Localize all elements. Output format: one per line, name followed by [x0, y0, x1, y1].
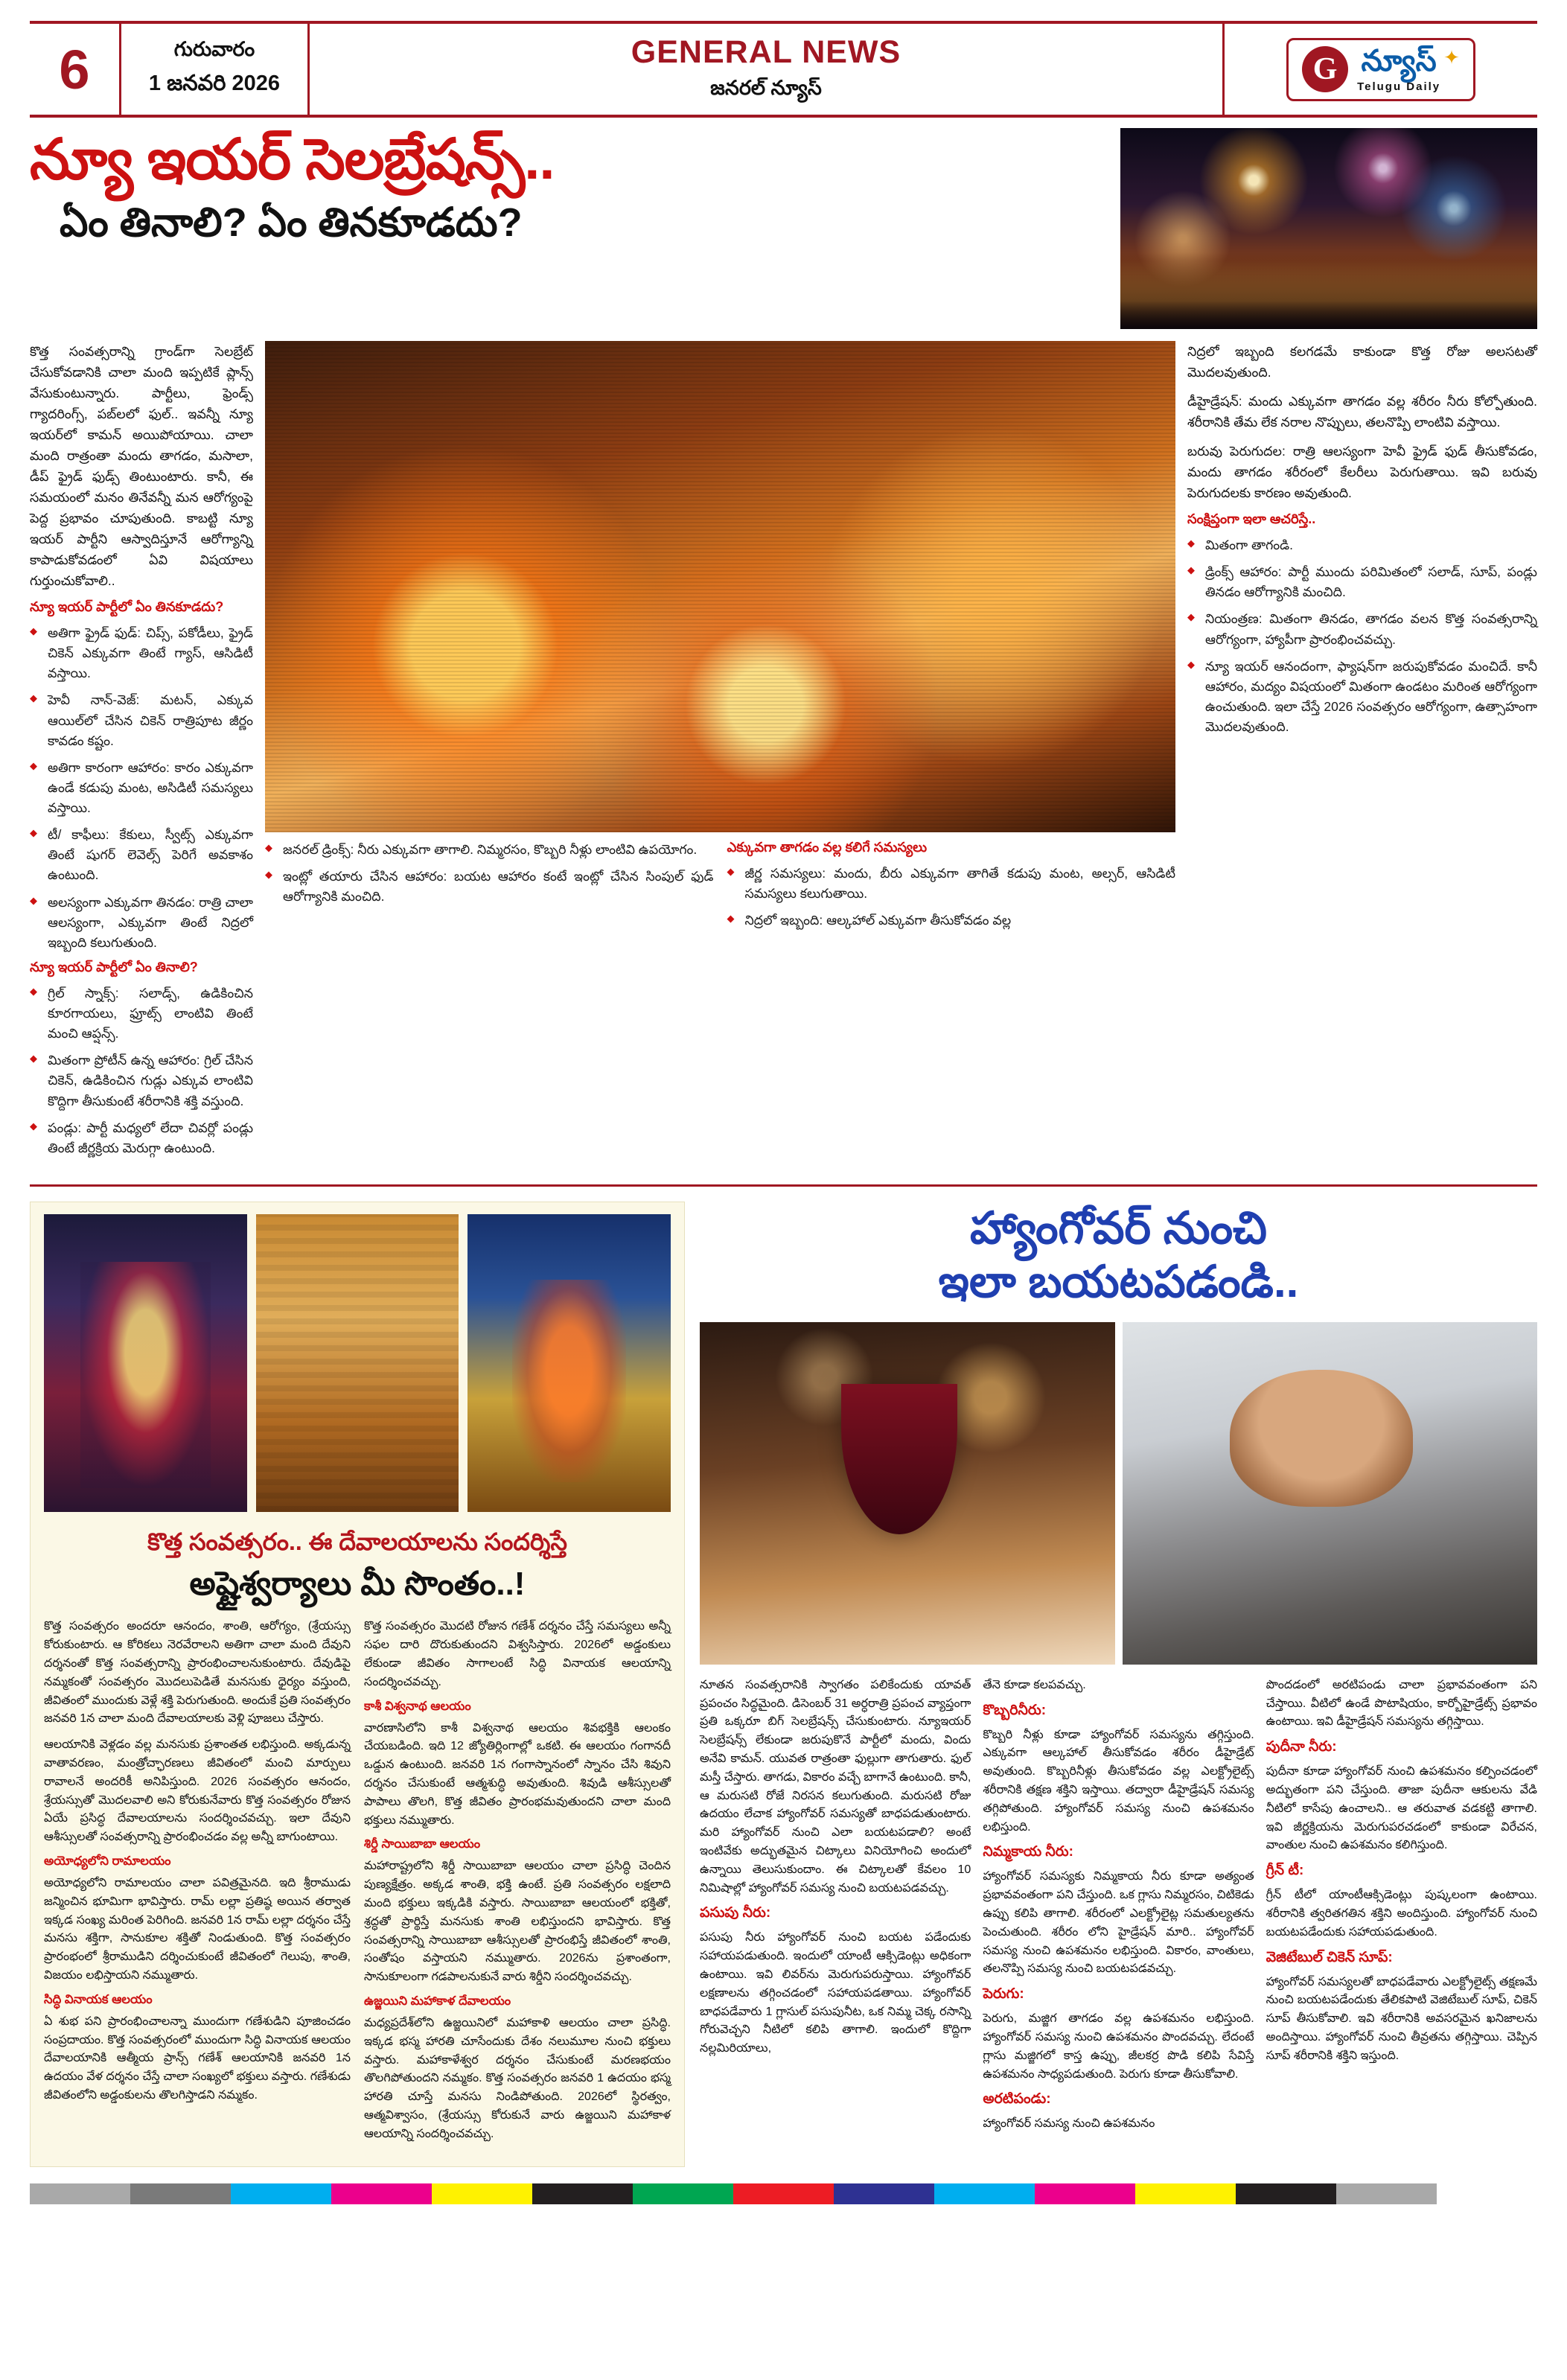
- temple-columns: [44, 1618, 671, 2151]
- intro-paragraph: కొత్త సంవత్సరాన్ని గ్రాండ్‌గా సెలబ్రేట్ చేసుకోవడానికి చాలా మంది ఇప్పటికే ప్లాన్స్ వేసుకుంటున్నారు. పార్టీలు, ఫ్రెండ్స్ గ్యాదరింగ్స్, పబ్‌లలో ఫుల్.. ఇవన్నీ న్యూ ఇయర్‌లో కామన్ అయిపోయాయి. చాలా మంది రాత్రంతా మందు తాగడం, మసాలా, డీప్ ఫ్రైడ్ ఫుడ్స్ తింటుంటారు. కానీ, ఈ సమయంలో మనం తినేవన్నీ మన ఆరోగ్యంపై పెద్ద ప్రభావం చూపుతుంది. కాబట్టి న్యూ ఇయర్ పార్టీని ఆస్వాదిస్తూనే ఆరోగ్యాన్ని కాపాడుకోవడంలో ఏవి విషయాలు గుర్తుంచుకోవాలి..: [30, 344, 253, 588]
- subhead-shirdi: శిర్డీ సాయిబాబా ఆలయం: [364, 1837, 481, 1851]
- subhead-banana: అరటిపండు:: [983, 2091, 1051, 2108]
- section-divider: [30, 1184, 1537, 1187]
- paragraph: మధ్యప్రదేశ్‌లోని ఉజ్జయినిలో మహాకాళి ఆలయం చాలా ప్రసిద్ధి. ఇక్కడ భస్మ హారతి చూసేందుకు దేశం నలుమూల నుంచి భక్తులు వస్తారు. మహాకాళేశ్వర దర్శనం చేసుకుంటే మరణభయం తొలగిపోతుందని నమ్మకం. కొత్త సంవత్సరం జనవరి 1 ఉదయం భస్మ హారతి చూస్తే మనసు నిండిపోతుంది. 2026లో స్థిరత్వం, ఆత్మవిశ్వాసం, (శ్రేయస్సు కోరుకునే వారు ఉజ్జయిని మహాకాళ ఆలయాన్ని సందర్శించవచ్చు.: [364, 2017, 671, 2140]
- logo-letter-icon: G: [1302, 46, 1348, 92]
- right-paragraph: నిద్రలో ఇబ్బంది కలగడమే కాకుండా కొత్త రోజు అలసటతో మొదలవుతుంది.: [1187, 344, 1537, 380]
- color-swatch: [1336, 2183, 1437, 2204]
- list-item: ◆ ఇంట్లో తయారు చేసిన ఆహారం: బయట ఆహారం కంటే ఇంట్లో చేసిన సింపుల్ ఫుడ్ ఆరోగ్యానికి మంచిది.: [265, 867, 714, 907]
- paragraph: హ్యాంగోవర్ సమస్య నుంచి ఉపశమనం: [983, 2117, 1155, 2131]
- hangover-headline-line2: ఇలా బయటపడండి..: [938, 1256, 1299, 1307]
- subhead-avoid: న్యూ ఇయర్ పార్టీలో ఏం తినకూడదు?: [30, 599, 224, 614]
- subhead-lemon-water: నిమ్మకాయ నీరు:: [983, 1844, 1073, 1860]
- section-title-block: [310, 24, 1225, 115]
- subhead-eat: న్యూ ఇయర్ పార్టీలో ఏం తినాలి?: [30, 959, 198, 974]
- section-title-english: GENERAL NEWS: [631, 34, 901, 70]
- paragraph: తేనె కూడా కలపవచ్చు.: [983, 1678, 1086, 1691]
- subhead-vegetable-chicken-soup: వెజిటేబుల్ చికెన్ సూప్:: [1266, 1949, 1393, 1965]
- headline-primary: న్యూ ఇయర్ సెలబ్రేషన్స్..: [30, 128, 555, 191]
- subhead-mint-water: పుదీనా నీరు:: [1266, 1739, 1337, 1755]
- list-item: ◆ హెవీ నాన్‌-వెజ్: మటన్, ఎక్కువ ఆయిల్‌లో చేసిన చికెన్ రాత్రిపూట జీర్ణం కావడం కష్టం.: [30, 690, 253, 750]
- paragraph: ఆలయానికి వెళ్లడం వల్ల మనసుకు ప్రశాంతత లభిస్తుంది. అక్కడున్న వాతావరణం, మంత్రోచ్ఛారణలు జీవితంలో మంచి మార్పులు రావాలనే అందరికీ అనిపిస్తుంది. 2026 సంవత్సరం ఆనందం, శ్రేయస్సుతో మొదలవాలి అని కోరుకునేవారు కొత్త సంవత్సరం రోజున ఏయే ప్రసిద్ధ దేవాలయాలను సందర్శించవచ్చు. ఇలా దేవుని ఆశీస్సులతో సంవత్సరాన్ని ప్రారంభించడం వల్ల అన్నీ బాగుంటాయి.: [44, 1738, 351, 1844]
- color-swatch: [231, 2183, 331, 2204]
- color-swatch: [1035, 2183, 1135, 2204]
- color-swatch: [1437, 2183, 1537, 2204]
- bottom-section: [30, 1202, 1537, 2167]
- logo-text: [1357, 46, 1440, 93]
- party-photo: [265, 341, 1175, 832]
- paragraph: పసుపు నీరు హ్యాంగోవర్ నుంచి బయట పడేందుకు సహాయపడుతుంది. ఇందులో యాంటీ ఆక్సిడెంట్లు అధికంగా ఉంటాయి. ఇవి లివర్‌ను మెరుగుపరుస్తాయి. హ్యాంగోవర్ లక్షణాలను తగ్గించడంలో సహాయపడతాయి. హ్యాంగోవర్ బాధపడేవారు 1 గ్లాసుల్ పసుపునీట, ఒక నిమ్మ చెక్క రసాన్ని గోరువెచ్చని నీటిలో కలిపి తాగాలి. ఇందులో కొద్దిగా నల్లమిరియాలు,: [700, 1931, 971, 2055]
- color-swatch: [1236, 2183, 1336, 2204]
- color-swatch: [633, 2183, 733, 2204]
- top-story: [30, 128, 1537, 329]
- list-item: ◆ డ్రింక్స్ ఆహారం: పార్టీ ముందు పరిమితంలో సలాడ్, సూప్, పండ్లు తినడం ఆరోగ్యానికి మంచిది.: [1187, 562, 1537, 602]
- subhead-summary: సంక్షిప్తంగా ఇలా ఆచరిస్తే..: [1187, 511, 1316, 526]
- hangover-headline-line1: హ్యాంగోవర్ నుంచి: [970, 1202, 1267, 1253]
- date-block: [121, 24, 310, 115]
- temple-column-2: [364, 1618, 671, 2151]
- headache-man-photo: [1123, 1322, 1538, 1665]
- subhead-siddhivinayak: సిద్ధి వినాయక ఆలయం: [44, 1992, 153, 2006]
- subhead-drinking-problems: ఎక్కువగా తాగడం వల్ల కలిగే సమస్యలు: [727, 840, 928, 855]
- paragraph: గ్రీన్ టీలో యాంటీఆక్సిడెంట్లు పుష్కలంగా ఉంటాయి. శరీరానికి త్వరితగతిన శక్తిని అందిస్తుంది. హ్యాంగోవర్ నుంచి బయటపడేందుకు సహాయపడుతుంది.: [1266, 1889, 1537, 1939]
- list-item: ◆ గ్రిల్ స్నాక్స్: సలాడ్స్, ఉడికించిన కూరగాయలు, ఫ్రూట్స్ లాంటివి తింటే మంచి ఆప్షన్స్.: [30, 983, 253, 1044]
- temple-headline-kicker: కొత్త సంవత్సరం.. ఈ దేవాలయాలను సందర్శిస్తే: [147, 1528, 567, 1555]
- avoid-list: [30, 623, 253, 953]
- paragraph: కొత్త సంవత్సరం అందరూ ఆనందం, శాంతి, ఆరోగ్యం, (శ్రేయస్సు కోరుకుంటారు. ఆ కోరికలు నెరవేరాలని అతిగా చాలా మంది దేవుని దర్శనంతో కొత్త సంవత్సరాన్ని ప్రారంభించాలనుకుంటారు. దేవుడిపై నమ్మకంతో సంవత్సరం మొదలుపెడితే మనసుకు ధైర్యం వస్తుంది, జీవితంలో ముందుకు వెళ్లే శక్తి పెరుగుతుంది. అందుకే ప్రతి సంవత్సరం జనవరి 1న చాలా మంది దేవాలయాలకు వెళ్లి పూజలు చేస్తారు.: [44, 1620, 351, 1726]
- paragraph: కొబ్బరి నీళ్లు కూడా హ్యాంగోవర్ సమస్యను తగ్గిస్తుంది. ఎక్కువగా ఆల్కహాల్ తీసుకోవడం శరీరం డీహైడ్రేట్ అవుతుంది. కొబ్బరినీళ్లు తీసుకోవడం వల్ల ఎలక్ట్రోలైట్స్ శరీరానికి తక్షణ శక్తిని ఇస్తాయి. తద్వారా డీహైడ్రేషన్ సమస్య తగ్గిపోతుంది. హ్యాంగోవర్ సమస్య నుంచి ఉపశమనం లభిస్తుంది.: [983, 1728, 1254, 1834]
- paragraph: ఏ శుభ పని ప్రారంభించాలన్నా ముందుగా గణేశుడిని పూజించడం సంప్రదాయం. కొత్త సంవత్సరంలో ముందుగా సిద్ధి వినాయక ఆలయం దేవాలయానికి ఆత్మీయ ప్రాన్స్ గణేశ్ ఆలయానికి జనవరి 1న ఉదయం వేళ దర్శనం చేస్తే చాలా సంఖ్యలో భక్తులు వస్తారు. గణేశుడు జీవితంలోని అడ్డంకులను తొలగిస్తాడని నమ్మకం.: [44, 2014, 351, 2102]
- color-swatch: [834, 2183, 934, 2204]
- top-story-column-1: [30, 341, 253, 1165]
- logo-telugu-name: న్యూస్: [1361, 44, 1437, 77]
- subhead-kashi: కాశీ విశ్వనాథ ఆలయం: [364, 1699, 471, 1713]
- paragraph: కొత్త సంవత్సరం మొదటి రోజున గణేశ్ దర్శనం చేస్తే సమస్యలు అన్నీ సఫల దారి దొరుకుతుందని విశ్వసిస్తారు. 2026లో అడ్డంకులు లేకుండా జీవితం సాగాలంటే సిద్ధి వినాయక ఆలయాన్ని సందర్శించవచ్చు.: [364, 1620, 671, 1688]
- section-title-telugu: జనరల్ న్యూస్: [710, 76, 822, 99]
- wine-glass-photo: [700, 1322, 1115, 1665]
- list-item: ◆ జీర్ణ సమస్యలు: మందు, బీరు ఎక్కువగా తాగితే కడుపు మంట, అల్సర్, ఆసిడిటీ సమస్యలు కలుగుతాయి.: [727, 864, 1176, 904]
- hangover-column-3: [1266, 1676, 1537, 2141]
- color-swatch: [130, 2183, 231, 2204]
- paragraph: మహారాష్ట్రలోని శిర్డీ సాయిబాబా ఆలయం చాలా ప్రసిద్ధి చెందిన పుణ్యక్షేత్రం. అక్కడ శాంతి, భక్తి ఉంటే. ప్రతి సంవత్సరం లక్షలాది మంది భక్తులు ఇక్కడికి వస్తారు. సాయిబాబా ఆలయంలో భక్తితో, శ్రద్ధతో ప్రార్థిస్తే మనసుకు శాంతి లభిస్తుందని భావిస్తారు. కొత్త సంవత్సరాన్ని సాయిబాబా ఆశీస్సులతో ప్రారంభిస్తే జీవితంలో శాంతి, సంతోషం వస్తాయని నమ్ముతారు. 2026ను ప్రశాంతంగా, సానుకూలంగా గడపాలనుకునే వారు శిర్డీని సందర్శించవచ్చు.: [364, 1860, 671, 1984]
- top-fireworks-photo-wrap: [1120, 128, 1537, 329]
- paragraph: పుదీనా కూడా హ్యాంగోవర్ నుంచి ఉపశమనం కల్పించడంలో అద్భుతంగా పని చేస్తుంది. తాజా పుదీనా ఆకులను వేడి నీటిలో కాసేపు ఉంచాలని.. ఆ తరువాత వడకట్టి తాగాలి. ఇవి జీర్ణక్రియను మెరుగుపరచడంలో కాకుండా విరేచన, వాంతుల నుంచి ఉపశమనం కలిగిస్తుంది.: [1266, 1765, 1537, 1852]
- list-item: ◆ జనరల్ డ్రింక్స్: నీరు ఎక్కువగా తాగాలి. నిమ్మరసం, కొబ్బరి నీళ్లు లాంటివి ఉపయోగం.: [265, 840, 714, 860]
- hangover-article: [700, 1202, 1537, 2167]
- list-item: ◆ న్యూ ఇయర్ ఆనందంగా, ఫ్యాషన్‌గా జరుపుకోవడం మంచిదే. కానీ ఆహారం, మద్యం విషయంలో మితంగా ఉండటం మరింత ఆరోగ్యంగా ఉంచుతుంది. ఇలా చేస్తే 2026 సంవత్సరం ఆరోగ్యంగా, ఉత్సాహంగా మొదలవుతుంది.: [1187, 657, 1537, 738]
- caption-left: [265, 840, 714, 937]
- right-paragraph: డీహైడ్రేషన్: మందు ఎక్కువగా తాగడం వల్ల శరీరం నీరు కోల్పోతుంది. శరీరానికి తేమ లేక నరాల నొప్పులు, తలనొప్పి లాంటివి వస్తాయి.: [1187, 394, 1537, 430]
- color-registration-bar: [30, 2183, 1537, 2204]
- photo-caption-row: [265, 840, 1175, 937]
- temple-article: [30, 1202, 685, 2167]
- color-swatch: [432, 2183, 532, 2204]
- color-swatch: [532, 2183, 633, 2204]
- paragraph: వారణాసిలోని కాశీ విశ్వనాథ ఆలయం శివభక్తికి ఆలంకం చేయబడింది. ఇది 12 జ్యోతిర్లింగాల్లో ఒకటి. ఈ ఆలయం గంగానదీ ఒడ్డున ఉంటుంది. జనవరి 1న గంగాస్నానంలో స్నానం చేసి శివుని దర్శనం చేసుకుంటే ఆత్మశుద్ధి అవుతుంది. శివుడి ఆశీస్సులతో పాపాలు తొలగి, కొత్త జీవితం ప్రారంభమవుతుందని చాలా మంది భక్తులు నమ్ముతారు.: [364, 1721, 671, 1827]
- publication-logo: [1225, 24, 1537, 115]
- list-item: ◆ అతిగా కారంగా ఆహారం: కారం ఎక్కువగా ఉండే కడుపు మంట, అసిడిటీ సమస్యలు వస్తాయి.: [30, 758, 253, 818]
- subhead-green-tea: గ్రీన్ టీ:: [1266, 1863, 1304, 1879]
- list-item: ◆ పండ్లు: పార్టీ మధ్యలో లేదా చివర్లో పండ్లు తింటే జీర్ణక్రియ మెరుగ్గా ఉంటుంది.: [30, 1118, 253, 1158]
- temple-photo-2: [256, 1214, 459, 1512]
- summary-tips-list: [1187, 535, 1537, 737]
- list-item: ◆ అతిగా ఫ్రైడ్ ఫుడ్: చిప్స్, పకోడీలు, ఫ్రైడ్ చికెన్ ఎక్కువగా తింటే గ్యాస్, ఆసిడిటీ వస్తాయి.: [30, 623, 253, 683]
- paragraph: పెరుగు, మజ్జిగ తాగడం వల్ల ఉపశమనం లభిస్తుంది. హ్యాంగోవర్ సమస్య నుంచి ఉపశమనం పొందవచ్చు. లేదంటే గ్లాసు మజ్జిగలో కాస్త ఉప్పు, జీలకర్ర పొడి కలిపి సేవిస్తే ఉపశమనం సాధ్యపడుతుంది. పెరుగు కూడా తీసుకోవాలి.: [983, 2012, 1254, 2081]
- paragraph: పొందడంలో అరటిపండు చాలా ప్రభావవంతంగా పని చేస్తాయి. వీటిలో ఉండే పొటాషియం, కార్బోహైడ్రేట్స్ ప్రభావం ఉంటాయి. ఇవి డీహైడ్రేషన్ సమస్యను తగ్గిస్తాయి.: [1266, 1678, 1537, 1729]
- paragraph: అయోధ్యలోని రామాలయం చాలా పవిత్రమైనది. ఇది శ్రీరాముడు జన్మించిన భూమిగా భావిస్తారు. రామ్ లల్లా ప్రతిష్ఠ అయిన తర్వాత ఇక్కడ సంఖ్య మరింత పెరిగింది. జనవరి 1న రామ్ లల్లా దర్శనం చేస్తే మనసు శక్తిగా, సానుకూల శక్తితో నిండుతుంది. కొత్త సంవత్సరం ప్రారంభంలో శ్రీరాముడిని దర్శించుకుంటే జీవితంలో గెలుపు, శాంతి, విజయం లభిస్తాయని నమ్ముతారు.: [44, 1877, 351, 1982]
- logo-box: [1286, 38, 1475, 101]
- sparkle-icon: ✦: [1443, 45, 1460, 68]
- top-story-column-3: [1187, 341, 1537, 1165]
- color-swatch: [733, 2183, 834, 2204]
- eat-list: [30, 983, 253, 1158]
- hangover-columns: [700, 1676, 1537, 2141]
- temple-photo-row: [44, 1214, 671, 1512]
- ganesha-photo-3: [467, 1214, 671, 1512]
- date-label: 1 జనవరి 2026: [148, 71, 281, 95]
- subhead-ayodhya: అయోధ్యలోని రామాలయం: [44, 1854, 171, 1869]
- top-story-column-2: [265, 341, 1175, 1165]
- list-item: ◆ మితంగా ప్రోటీన్ ఉన్న ఆహారం: గ్రిల్ చేసిన చికెన్, ఉడికించిన గుడ్లు ఎక్కువ లాంటివి కొద్దిగా తీసుకుంటే శరీరానికి శక్తి వస్తుంది.: [30, 1050, 253, 1111]
- color-swatch: [331, 2183, 432, 2204]
- masthead: [30, 21, 1537, 118]
- color-swatch: [30, 2183, 130, 2204]
- subhead-ujjain: ఉజ్జయిని మహాకాళ దేవాలయం: [364, 1994, 511, 2009]
- list-item: ◆ టీ/ కాఫీలు: కేకులు, స్వీట్స్ ఎక్కువగా తింటే షుగర్ లెవెల్స్ పెరిగే అవకాశం ఉంటుంది.: [30, 825, 253, 885]
- caption-right: [727, 840, 1176, 937]
- deity-photo-1: [44, 1214, 247, 1512]
- paragraph: హ్యాంగోవర్ సమస్యకు నిమ్మకాయ నీరు కూడా అత్యంత ప్రభావవంతంగా పని చేస్తుంది. ఒక గ్లాసు నిమ్మరసం, చిటికెడు ఉప్పు కలిపి తాగాలి. శరీరంలో ఎలక్ట్రోలైట్ల సమతుల్యతను పెంచుతుంది. శరీరం లోని హైడ్రేషన్ మారి.. హ్యాంగోవర్ సమస్య నుంచి ఉపశమనం లభిస్తుంది. వికారం, వాంతులు, తలనొప్పి సమస్య నుంచి బయటపడవచ్చు.: [983, 1870, 1254, 1976]
- top-story-body: [30, 341, 1537, 1165]
- subhead-turmeric-water: పసుపు నీరు:: [700, 1905, 771, 1921]
- weekday-label: గురువారం: [173, 37, 255, 60]
- headline-secondary: ఏం తినాలి? ఏం తినకూడదు?: [60, 200, 523, 246]
- paragraph: హ్యాంగోవర్ సమస్యలతో బాధపడేవారు ఎలక్ట్రోలైట్స్ తక్షణమే నుంచి బయటపడేందుకు తేలికపాటి వెజిటేబుల్ సూప్, చికెన్ సూప్ తీసుకోవాలి. ఇవి శరీరానికి అవసరమైన ఖనిజాలను అందిస్తాయి. హ్యాంగోవర్ నుంచి తీవ్రతను తగ్గిస్తాయి. చెప్పిన సూప్ శరీరానికి శక్తిని ఇస్తుంది.: [1266, 1975, 1537, 2062]
- logo-tagline: Telugu Daily: [1357, 80, 1441, 93]
- list-item: ◆ మితంగా తాగండి.: [1187, 535, 1537, 555]
- color-swatch: [934, 2183, 1035, 2204]
- subhead-coconut-water: కొబ్బరినీరు:: [983, 1702, 1047, 1718]
- page-number: 6: [30, 24, 121, 115]
- paragraph: నూతన సంవత్సరానికి స్వాగతం పలికేందుకు యావత్ ప్రపంచం సిద్ధమైంది. డిసెంబర్ 31 అర్ధరాత్రి ప్రపంచ వ్యాప్తంగా ప్రతి ఒక్కరూ బిగ్ సెలబ్రేషన్స్ చేసుకుంటారు. న్యూఇయర్ సెలబ్రేషన్స్ లేకుండా జరుపుకొనే పార్టీలో మందు, విందు అనేవి కామన్. యువత రాత్రంతా ఫుల్లుగా తాగుతారు. ఫుల్ మస్తీ చేస్తారు. తాగడు, వికారం వచ్చే బాగానే ఉంటుంది. కానీ, ఆ మరుసటి రోజే నిరసన కలుగుతుంది. మరుసటి రోజు ఉదయం లేచాక హ్యాంగోవర్ సమస్యతో బాధపడుతుంటారు. మరి హ్యాంగోవర్ నుంచి ఎలా బయటపడాలి? అంటే ఇంటివేకు అద్భుతమైన చిట్కాలు వినియోగించి అందులో ఉన్నాయి తెలుసుకుందాం. ఈ చిట్కాలతో కేవలం 10 నిమిషాల్లో హ్యాంగోవర్ సమస్య నుంచి బయటపడవచ్చు.: [700, 1678, 971, 1895]
- temple-headline-main: అష్టైశ్వర్యాలు మీ సొంతం..!: [189, 1566, 526, 1603]
- hangover-photo-row: [700, 1322, 1537, 1665]
- top-story-left: [30, 128, 1107, 329]
- fireworks-photo: [1120, 128, 1537, 329]
- color-swatch: [1135, 2183, 1236, 2204]
- right-paragraph: బరువు పెరుగుదల: రాత్రి ఆలస్యంగా హెవీ ఫ్రైడ్ ఫుడ్ తీసుకోవడం, మందు తాగడం శరీరంలో కేలరీలు పెరుగుతాయి. ఇవి బరువు పెరుగుదలకు కారణం అవుతుంది.: [1187, 444, 1537, 500]
- hangover-column-2: [983, 1676, 1254, 2141]
- hangover-column-1: [700, 1676, 971, 2141]
- temple-column-1: [44, 1618, 351, 2151]
- list-item: ◆ అలస్యంగా ఎక్కువగా తినడం: రాత్రి చాలా ఆలస్యంగా, ఎక్కువగా తింటే నిద్రలో ఇబ్బంది కలుగుతుంది.: [30, 893, 253, 953]
- list-item: ◆ నియంత్రణ: మితంగా తినడం, తాగడం వలన కొత్త సంవత్సరాన్ని ఆరోగ్యంగా, హ్యాపీగా ప్రారంభించవచ్చు.: [1187, 609, 1537, 649]
- list-item: ◆ నిద్రలో ఇబ్బంది: ఆల్కహాల్ ఎక్కువగా తీసుకోవడం వల్ల: [727, 910, 1176, 931]
- subhead-curd: పెరుగు:: [983, 1986, 1024, 2003]
